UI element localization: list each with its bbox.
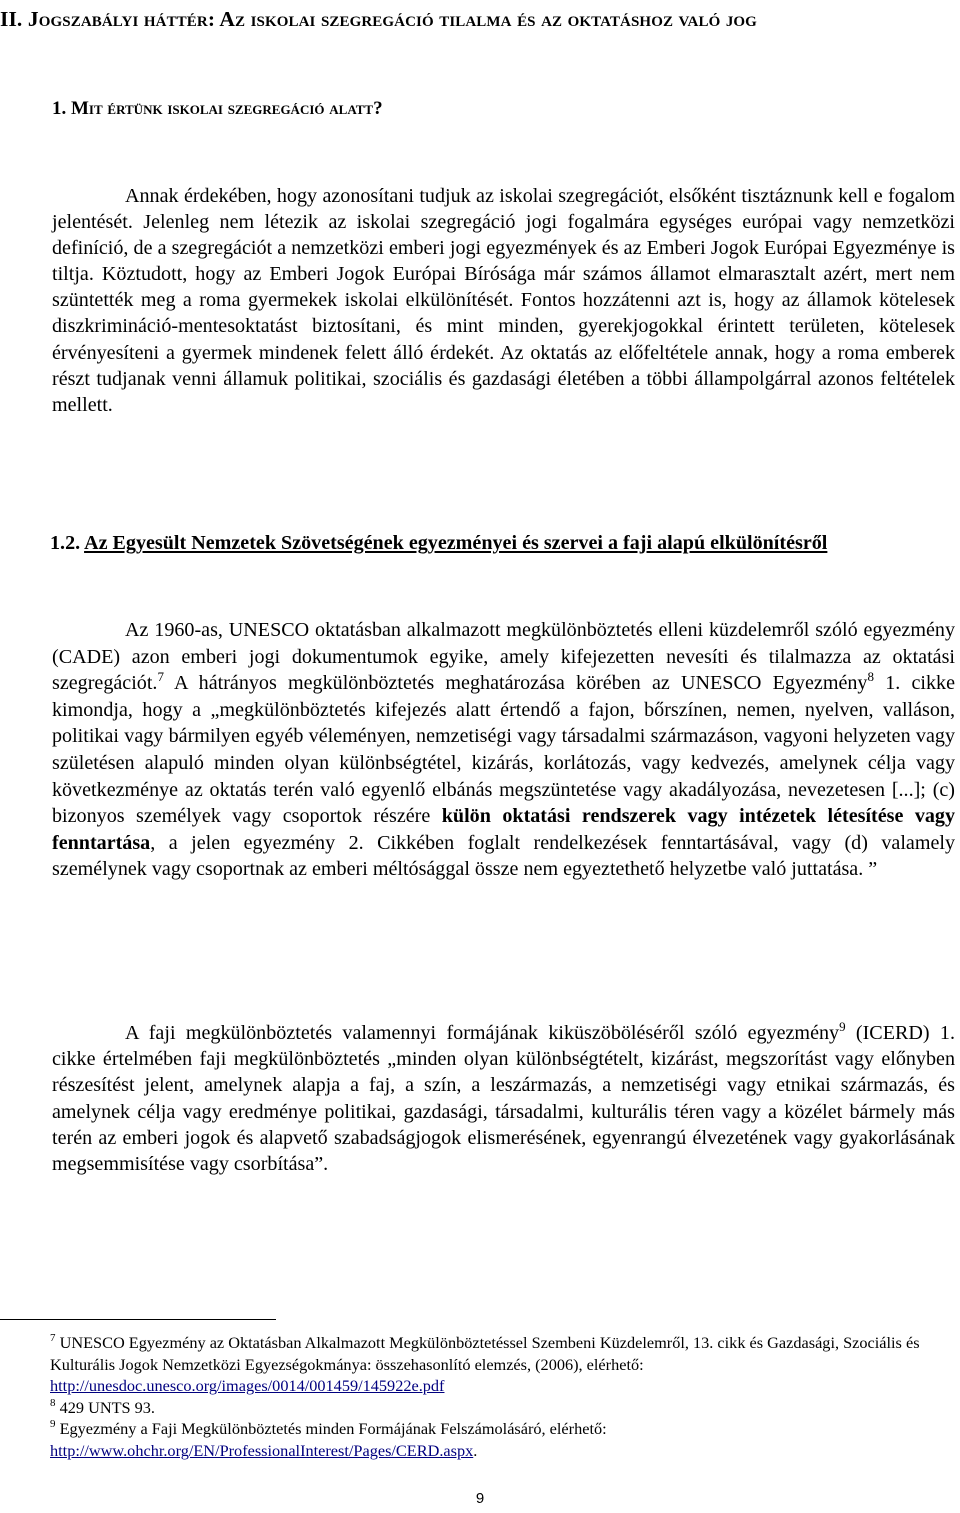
section-number: 1. xyxy=(52,98,67,119)
section-title: Mit értünk iskolai szegregáció alatt? xyxy=(71,98,383,119)
footnote-ref-7[interactable]: 7 xyxy=(157,669,164,685)
paragraph-3-text-2: (ICERD) 1. cikke értelmében faji megkülönböztetés „minden olyan különbségtételt, kizárást, megszorítást vagy előnyben részesítést jelent, amelynek alapja a faj, a szín, a leszármazás, a nemzetiségi vagy etnikai származás, és amelynek célja vagy eredménye politikai, gazdasági, társadalmi, kulturális téren vagy a közélet bármely más terén az emberi jogok és alapvető szabadságjogok elismerésének, egyenrangú élvezetének vagy gyakorlásának megsemmisítése vagy csorbítása”. xyxy=(52,1022,955,1176)
body-paragraph-1: Annak érdekében, hogy azonosítani tudjuk az iskolai szegregációt, elsőként tisztáznunk kell e fogalom jelentését. Jelenleg nem létezik az iskolai szegregáció jogi fogalmára egységes európai vagy nemzetközi definíció, de a szegregációt a nemzetközi emberi jogi egyezmények és az Emberi Jogok Európai Egyezménye is tiltja. Köztudott, hogy az Emberi Jogok Európai Bírósága már számos államot elmarasztalt azért, mert nem szüntették meg a roma gyermekek iskolai elkülönítését. Fontos hozzátenni azt is, hogy az államok kötelesek diszkrimináció-mentesoktatást biztosítani, és mint minden, gyerekjogokkal érintett területen, kötelesek érvényesíteni a gyermek mindenek felett álló érdekét. Az oktatás az előfeltétele annak, hogy a roma emberek részt tudjanak venni államuk politikai, szociális és gazdasági életében a többi állampolgárral azonos feltételek mellett. xyxy=(52,185,955,416)
footnote-ref-9[interactable]: 9 xyxy=(839,1019,846,1034)
section-heading xyxy=(52,96,383,122)
subsection-number: 1.2. xyxy=(50,532,81,554)
chapter-heading xyxy=(0,2,960,36)
footnotes xyxy=(50,1332,955,1462)
page-number: 9 xyxy=(475,1490,485,1507)
body-paragraph-3 xyxy=(52,1020,955,1177)
footnote-divider xyxy=(0,1319,276,1320)
chapter-number: II. xyxy=(0,7,23,31)
footnote-link[interactable]: http://www.ohchr.org/EN/ProfessionalInterest/Pages/CERD.aspx xyxy=(50,1440,474,1460)
body-paragraph-2 xyxy=(52,617,955,883)
subsection-title: Az Egyesült Nemzetek Szövetségének egyezményei és szervei a faji alapú elkülönítésről xyxy=(84,532,828,554)
footnote-ref-8[interactable]: 8 xyxy=(867,669,874,685)
paragraph-3-text-1: A faji megkülönböztetés valamennyi formájának kiküszöböléséről szóló egyezmény xyxy=(125,1022,840,1044)
paragraph-2-text-1: Az 1960-as, UNESCO oktatásban alkalmazott megkülönböztetés elleni küzdelemről szóló egyezmény (CADE) azon emberi jogi dokumentumok egyike, amely kifejezetten nevesíti és tilalmazza az oktatási szegregációt. xyxy=(52,619,955,695)
chapter-title: Jogszabályi háttér: Az iskolai szegregáció tilalma és az oktatáshoz való jog xyxy=(27,7,757,31)
paragraph-2-text-4: , a jelen egyezmény 2. Cikkében foglalt rendelkezések fenntartásával, vagy (d) valamely személynek vagy csoportnak az emberi méltósággal össze nem egyeztethető helyzetbe való juttatása. ” xyxy=(52,831,955,881)
footnote-8 xyxy=(50,1397,955,1419)
footnote-text: UNESCO Egyezmény az Oktatásban Alkalmazott Megkülönböztetéssel Szembeni Küzdelemről, 13. cikk és Gazdasági, Szociális és Kulturális Jogok Nemzetközi Egyezségokmánya: összehasonlító elemzés, (2006), elérhető: xyxy=(50,1333,920,1374)
subsection-heading xyxy=(0,530,955,557)
paragraph-2-text-2: A hátrányos megkülönböztetés meghatározása körében az UNESCO Egyezmény xyxy=(163,672,868,695)
footnote-text: 429 UNTS 93. xyxy=(55,1397,156,1417)
footnote-number: 8 xyxy=(50,1396,56,1409)
footnote-trailing-text: . xyxy=(473,1440,478,1460)
footnote-number: 7 xyxy=(50,1332,56,1344)
footnote-link[interactable]: http://unesdoc.unesco.org/images/0014/001459/145922e.pdf xyxy=(50,1376,445,1396)
footnote-7 xyxy=(50,1332,955,1397)
footnote-number: 9 xyxy=(50,1418,56,1431)
paragraph-2-bold-text: külön oktatási rendszerek vagy intézetek létesítése vagy fenntartása xyxy=(52,805,956,854)
footnote-text: Egyezmény a Faji Megkülönböztetés minden Formájának Felszámolásáró, elérhető: xyxy=(55,1419,607,1439)
footnote-9 xyxy=(50,1418,955,1461)
paragraph-2-text-3: 1. cikke kimondja, hogy a „megkülönböztetés kifejezés alatt értendő a fajon, bőrszínen, nemen, nyelven, valláson, politikai vagy bármilyen egyéb véleményen, nemzetiségi vagy társadalmi származáson, vagyoni helyzeten vagy születésen alapuló minden olyan különbségtétel, kizárás, korlátozás, vagy kedvezés, amelynek célja vagy következménye az oktatás terén való egyenlő elbánás megszüntetése vagy akadályozása, nevezetesen [...]; (c) bizonyos személyek vagy csoportok részére xyxy=(52,672,955,828)
